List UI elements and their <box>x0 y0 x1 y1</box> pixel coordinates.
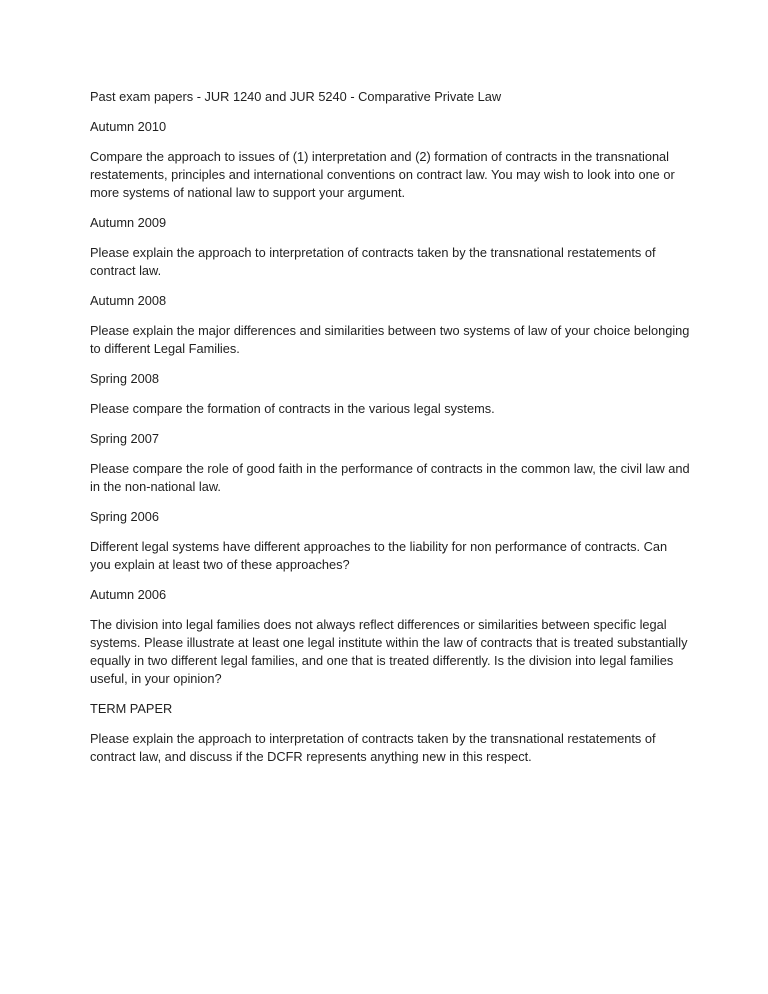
section-question-spring-2008: Please compare the formation of contracts in the various legal systems. <box>90 401 495 416</box>
section-heading-spring-2008: Spring 2008 <box>90 371 160 386</box>
section-question-term-paper: Please explain the approach to interpretation of contracts taken by the transnational restatements of contract law, and discuss if the DCFR represents anything new in this respect. <box>90 731 656 764</box>
section-heading-autumn-2009: Autumn 2009 <box>90 215 167 230</box>
section-question-spring-2006: Different legal systems have different approaches to the liability for non performance of contracts. Can you explain at least two of these approaches? <box>90 539 668 572</box>
section-question-spring-2007: Please compare the role of good faith in the performance of contracts in the common law, the civil law and in the non-national law. <box>90 461 690 494</box>
section-heading-autumn-2008: Autumn 2008 <box>90 293 167 308</box>
section-heading-spring-2007: Spring 2007 <box>90 431 160 446</box>
section-heading-spring-2006: Spring 2006 <box>90 509 160 524</box>
section-question-autumn-2010: Compare the approach to issues of (1) interpretation and (2) formation of contracts in the transnational restatements, principles and international conventions on contract law. You may wish to look into one or more systems of national law to support your argument. <box>90 149 675 200</box>
section-heading-term-paper: TERM PAPER <box>90 701 173 716</box>
document-page <box>90 88 690 778</box>
section-question-autumn-2006: The division into legal families does not always reflect differences or similarities between specific legal systems. Please illustrate at least one legal institute within the law of contracts that is treated substantially equally in two different legal families, and one that is treated differently. Is the division into legal families useful, in your opinion? <box>90 617 688 686</box>
section-question-autumn-2008: Please explain the major differences and similarities between two systems of law of your choice belonging to different Legal Families. <box>90 323 690 356</box>
section-question-autumn-2009: Please explain the approach to interpretation of contracts taken by the transnational restatements of contract law. <box>90 245 656 278</box>
section-heading-autumn-2010: Autumn 2010 <box>90 119 167 134</box>
section-heading-autumn-2006: Autumn 2006 <box>90 587 167 602</box>
document-title: Past exam papers - JUR 1240 and JUR 5240 - Comparative Private Law <box>90 89 502 104</box>
